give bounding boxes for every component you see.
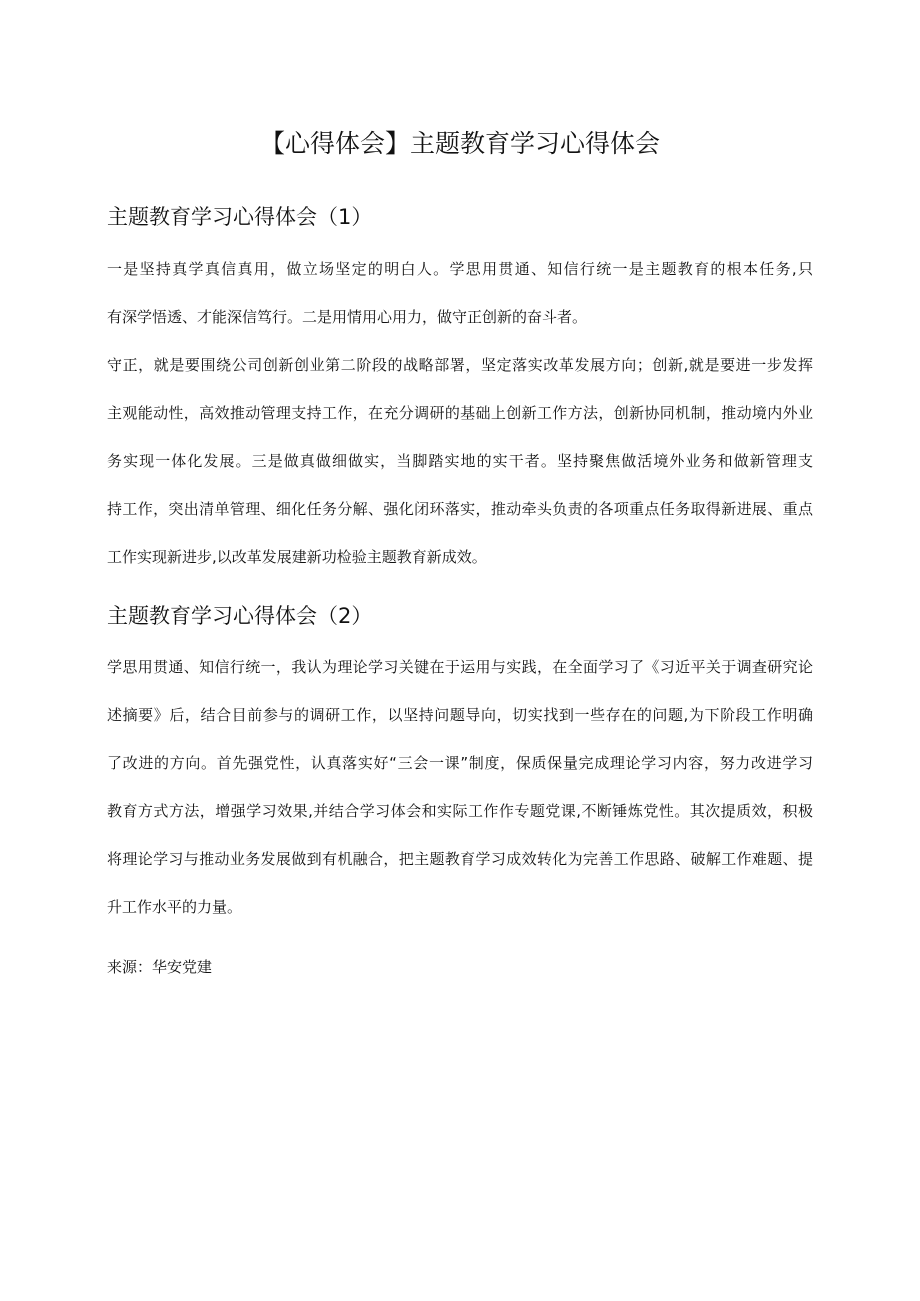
document-title: 【心得体会】主题教育学习心得体会: [259, 129, 660, 158]
paragraph-line: 工作实现新进步,以改革发展建新功检验主题教育新成效。: [107, 548, 487, 566]
paragraph-line: 述摘要》后，结合目前参与的调研工作，以坚持问题导向，切实找到一些存在的问题,为下阶段工作明确: [107, 706, 813, 724]
paragraph-line: 一是坚持真学真信真用，做立场坚定的明白人。学思用贯通、知信行统一是主题教育的根本任务,只: [107, 260, 813, 278]
paragraph-line: 将理论学习与推动业务发展做到有机融合，把主题教育学习成效转化为完善工作思路、破解工作难题、提: [107, 850, 813, 868]
section-2-paragraph-1: [107, 643, 813, 931]
paragraph-line: 务实现一体化发展。三是做真做细做实，当脚踏实地的实干者。坚持聚焦做活境外业务和做新管理支: [107, 452, 813, 470]
paragraph-line: 学思用贯通、知信行统一，我认为理论学习关键在于运用与实践，在全面学习了《习近平关于调查研究论: [107, 658, 813, 676]
paragraph-line: 升工作水平的力量。: [107, 898, 243, 916]
section-1-paragraph-2: [107, 341, 813, 581]
paragraph-line: 主观能动性，高效推动管理支持工作，在充分调研的基础上创新工作方法，创新协同机制，推动境内外业: [107, 404, 813, 422]
source-attribution: 来源：华安党建: [107, 958, 213, 976]
paragraph-line: 持工作，突出清单管理、细化任务分解、强化闭环落实，推动牵头负责的各项重点任务取得新进展、重点: [107, 500, 813, 518]
paragraph-line: 有深学悟透、才能深信笃行。二是用情用心用力，做守正创新的奋斗者。: [107, 308, 588, 326]
section-heading-1: 主题教育学习心得体会（1）: [107, 205, 373, 229]
section-heading-2: 主题教育学习心得体会（2）: [107, 604, 373, 628]
paragraph-line: 守正，就是要围绕公司创新创业第二阶段的战略部署，坚定落实改革发展方向；创新,就是要进一步发挥: [107, 356, 813, 374]
section-1-paragraph-1: [107, 245, 813, 341]
paragraph-line: 教育方式方法，增强学习效果,并结合学习体会和实际工作作专题党课,不断锤炼党性。其次提质效，积极: [107, 802, 813, 820]
paragraph-line: 了改进的方向。首先强党性，认真落实好“三会一课”制度，保质保量完成理论学习内容，努力改进学习: [107, 754, 813, 772]
